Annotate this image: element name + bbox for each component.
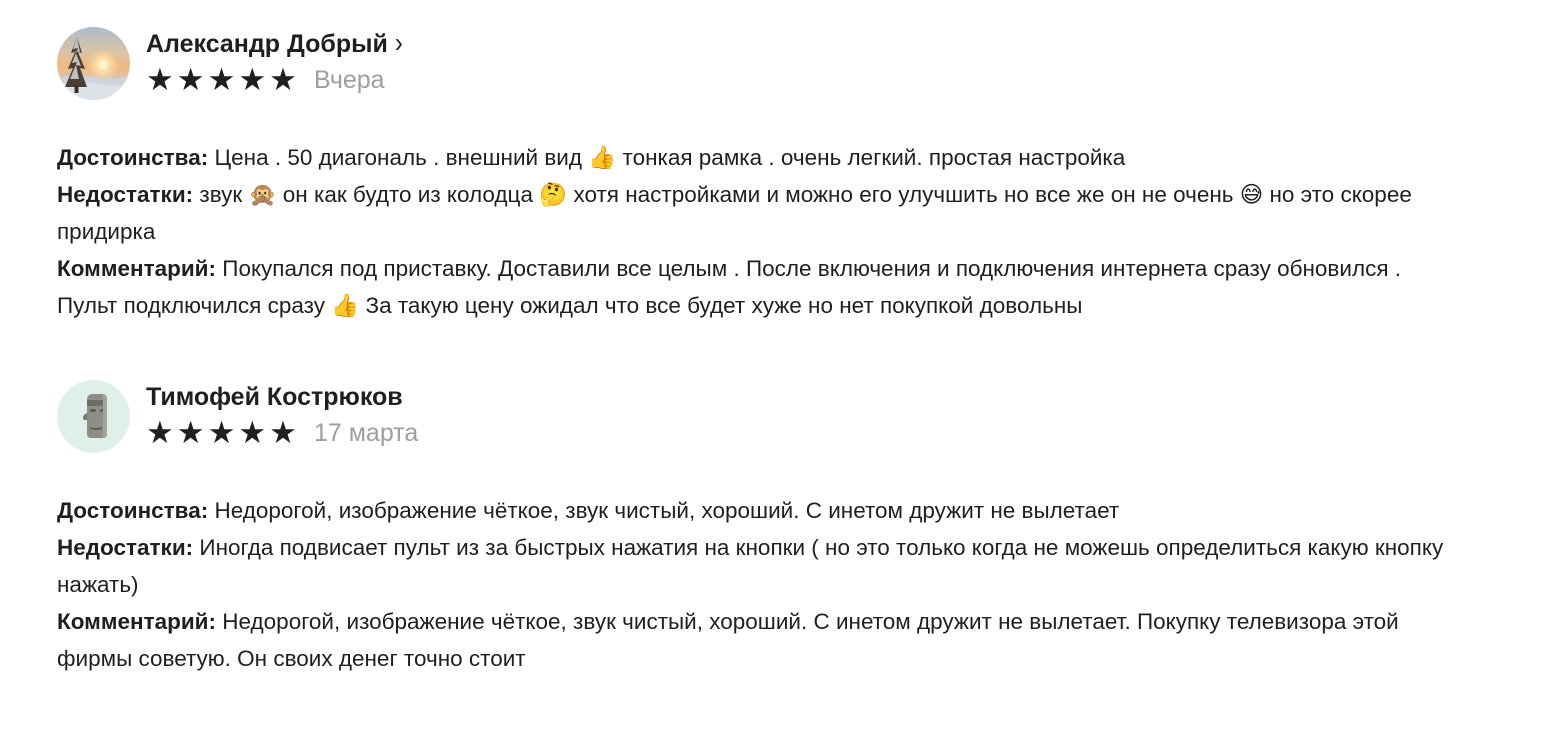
reviewer-name: Тимофей Кострюков — [146, 383, 403, 411]
comment-text: Недорогой, изображение чёткое, звук чистый, хороший. С инетом дружит не вылетает. Покупку телевизора этой фирмы советую. Он своих денег точно стоит — [57, 609, 1399, 671]
reviewer-avatar[interactable] — [57, 27, 130, 100]
review-header-text — [146, 27, 403, 98]
reviewer-name: Александр Добрый — [146, 30, 388, 58]
rating-row — [146, 62, 403, 98]
cons-label: Недостатки: — [57, 182, 194, 207]
review-date: 17 марта — [313, 418, 419, 447]
cons-text: звук 🙊 он как будто из колодца 🤔 хотя настройками и можно его улучшить но все же он не очень 😅 но это скорее придирка — [57, 182, 1412, 244]
winter-sunset-landscape-photo — [57, 27, 130, 100]
review-card — [57, 27, 1502, 324]
comment-text: Покупался под приставку. Доставили все целым . После включения и подключения интернета сразу обновился . Пульт подключился сразу 👍 За такую цену ожидал что все будет хуже но нет покупкой довольны — [57, 256, 1402, 318]
reviewer-name-link[interactable] — [146, 382, 418, 412]
chevron-right-icon: › — [394, 27, 403, 59]
star-rating-icon: ★★★★★ — [146, 415, 300, 451]
reviewer-avatar[interactable] — [57, 380, 130, 453]
review-header — [57, 27, 1502, 100]
pros-label: Достоинства: — [57, 145, 209, 170]
review-header — [57, 380, 1502, 453]
review-header-text — [146, 380, 418, 451]
cons-text: Иногда подвисает пульт из за быстрых нажатия на кнопки ( но это только когда не можешь определиться какую кнопку нажать) — [57, 535, 1444, 597]
star-rating-icon: ★★★★★ — [146, 62, 300, 98]
comment-label: Комментарий: — [57, 609, 217, 634]
pros-text: Цена . 50 диагональ . внешний вид 👍 тонкая рамка . очень легкий. простая настройка — [208, 145, 1126, 170]
pros-label: Достоинства: — [57, 498, 209, 523]
rating-row — [146, 415, 418, 451]
review-card — [57, 380, 1502, 677]
review-body — [57, 139, 1457, 324]
comment-label: Комментарий: — [57, 256, 217, 281]
cons-label: Недостатки: — [57, 535, 194, 560]
moai-statue-emoji — [57, 380, 130, 453]
review-date: Вчера — [313, 65, 385, 94]
review-body — [57, 492, 1457, 677]
reviewer-name-link[interactable] — [146, 29, 403, 59]
pros-text: Недорогой, изображение чёткое, звук чистый, хороший. С инетом дружит не вылетает — [208, 498, 1120, 523]
